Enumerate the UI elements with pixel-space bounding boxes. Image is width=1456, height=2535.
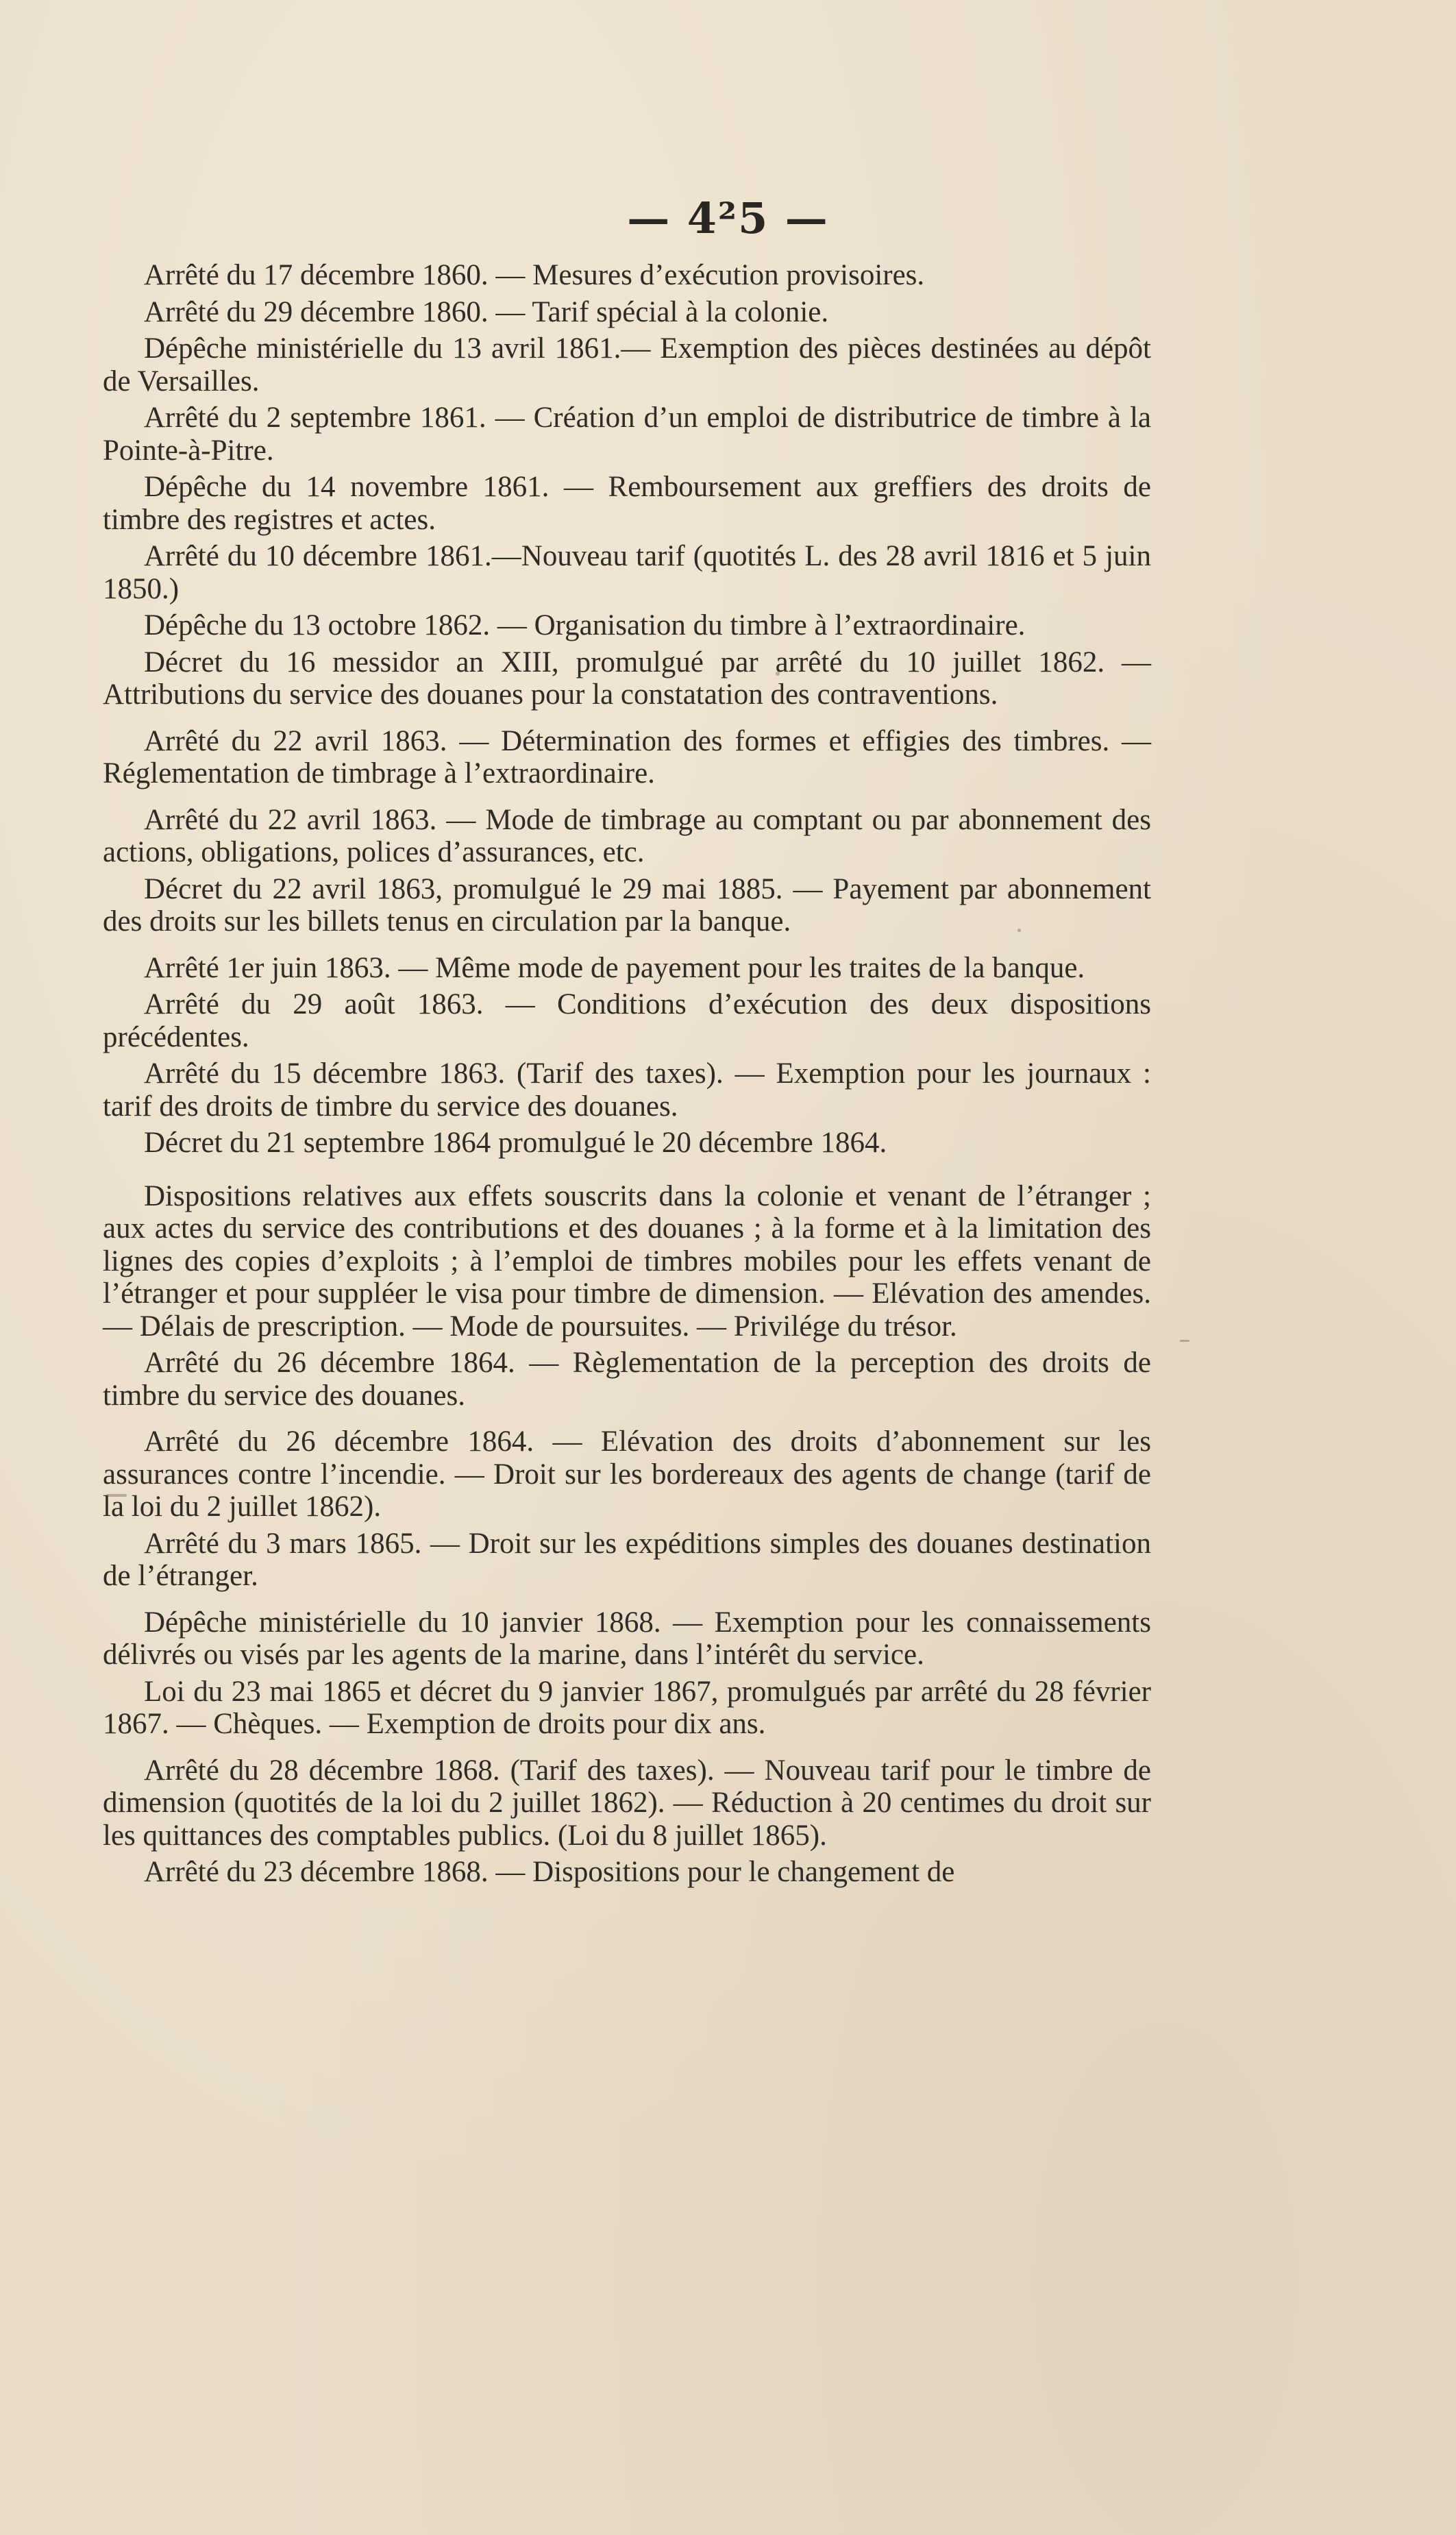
entry-paragraph: Loi du 23 mai 1865 et décret du 9 janvier 1867, promulgués par arrêté du 28 février 1867. — Chèques. — Exemption de droits pour dix ans. xyxy=(103,1675,1151,1740)
entry-paragraph: Dispositions relatives aux effets souscrits dans la colonie et venant de l’étranger ; aux actes du service des contributions et des douanes ; à la forme et à la limitation des lignes des copies d’exploits ; à l’emploi de timbres mobiles pour les effets venant de l’étranger et pour suppléer le visa pour timbre de dimension. — Elévation des amendes. — Délais de prescription. — Mode de poursuites. — Privilége du trésor. xyxy=(103,1179,1151,1343)
entry-paragraph: Arrêté du 2 septembre 1861. — Création d’un emploi de distributrice de timbre à la Pointe-à-Pitre. xyxy=(103,402,1151,467)
entry-paragraph: Arrêté du 3 mars 1865. — Droit sur les expéditions simples des douanes destination de l’étranger. xyxy=(103,1527,1151,1592)
entry-paragraph: Arrêté du 10 décembre 1861.—Nouveau tarif (quotités L. des 28 avril 1816 et 5 juin 1850.) xyxy=(103,540,1151,605)
document-body xyxy=(103,259,1151,1893)
entry-paragraph: Décret du 21 septembre 1864 promulgué le 20 décembre 1864. xyxy=(144,1127,887,1159)
entry-paragraph: Arrêté du 26 décembre 1864. — Règlementation de la perception des droits de timbre du service des douanes. xyxy=(103,1347,1151,1412)
entry-paragraph: Arrêté du 17 décembre 1860. — Mesures d’exécution provisoires. xyxy=(144,259,925,291)
ink-speck xyxy=(1180,1340,1189,1342)
entry-paragraph: Arrêté du 15 décembre 1863. (Tarif des taxes). — Exemption pour les journaux : tarif des droits de timbre du service des douanes. xyxy=(103,1057,1151,1123)
entry-paragraph: Décret du 22 avril 1863, promulgué le 29 mai 1885. — Payement par abonnement des droits sur les billets tenus en circulation par la banque. xyxy=(103,872,1151,938)
page-number: — 4²5 — xyxy=(627,193,829,243)
entry-paragraph: Dépêche du 13 octobre 1862. — Organisation du timbre à l’extraordinaire. xyxy=(144,609,1026,641)
entry-paragraph: Dépêche ministérielle du 13 avril 1861.— Exemption des pièces destinées au dépôt de Versailles. xyxy=(103,332,1151,397)
ink-speck xyxy=(776,672,780,676)
entry-paragraph: Arrêté du 22 avril 1863. — Détermination des formes et effigies des timbres. — Réglementation de timbrage à l’extraordinaire. xyxy=(103,724,1151,789)
entry-paragraph: Arrêté du 22 avril 1863. — Mode de timbrage au comptant ou par abonnement des actions, obligations, polices d’assurances, etc. xyxy=(103,803,1151,868)
entry-paragraph: Arrêté du 29 décembre 1860. — Tarif spécial à la colonie. xyxy=(144,295,829,328)
entry-paragraph: Arrêté 1er juin 1863. — Même mode de payement pour les traites de la banque. xyxy=(144,951,1085,984)
entry-paragraph: Arrêté du 23 décembre 1868. — Dispositions pour le changement de xyxy=(144,1856,955,1888)
entry-paragraph: Décret du 16 messidor an XIII, promulgué par arrêté du 10 juillet 1862. — Attributions du service des douanes pour la constatation des contraventions. xyxy=(103,646,1151,711)
entry-paragraph: Arrêté du 28 décembre 1868. (Tarif des taxes). — Nouveau tarif pour le timbre de dimension (quotités de la loi du 2 juillet 1862). — Réduction à 20 centimes du droit sur les quittances des comptables publics. (Loi du 8 juillet 1865). xyxy=(103,1754,1151,1852)
ink-speck xyxy=(1017,929,1021,932)
entry-paragraph: Arrêté du 26 décembre 1864. — Elévation des droits d’abonnement sur les assurances contre l’incendie. — Droit sur les bordereaux des agents de change (tarif de la loi du 2 juillet 1862). xyxy=(103,1425,1151,1523)
ink-speck xyxy=(106,1494,127,1497)
entry-paragraph: Dépêche ministérielle du 10 janvier 1868. — Exemption pour les connaissements délivrés ou visés par les agents de la marine, dans l’intérêt du service. xyxy=(103,1606,1151,1671)
entry-paragraph: Arrêté du 29 août 1863. — Conditions d’exécution des deux dispositions précédentes. xyxy=(103,988,1151,1053)
entry-paragraph: Dépêche du 14 novembre 1861. — Remboursement aux greffiers des droits de timbre des registres et actes. xyxy=(103,471,1151,536)
